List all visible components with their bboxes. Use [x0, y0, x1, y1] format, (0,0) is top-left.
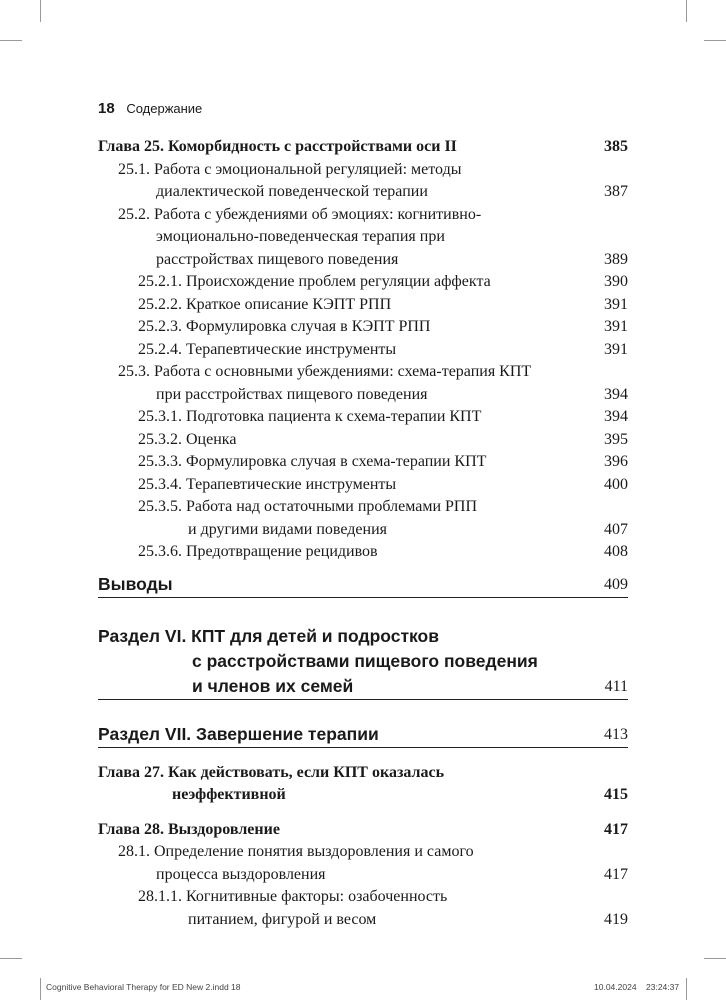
toc-entry-25-2-4	[138, 339, 628, 362]
toc-entry-title: 25.3.6. Предотвращение рецидивов	[138, 543, 378, 560]
toc-entry-25-3-6	[138, 541, 628, 564]
toc-page-number: 391	[604, 295, 628, 313]
page-number: 18	[98, 100, 115, 117]
toc-part-7	[98, 722, 628, 748]
toc-entry-25-3	[118, 361, 628, 406]
toc-conclusions	[98, 572, 628, 598]
toc-part-6	[98, 624, 628, 700]
toc-entry-title: 25.3.4. Терапевтические инструменты	[138, 475, 397, 493]
toc-entry-title: 25.3.3. Формулировка случая в схема-терапии КПТ	[138, 453, 487, 470]
toc-entry-title: 25.3.2. Оценка	[138, 430, 237, 448]
toc-page-number: 394	[604, 408, 628, 425]
toc-page-number: 413	[604, 725, 628, 743]
toc-entry-title: Выводы	[98, 573, 173, 594]
running-header-title: Содержание	[126, 101, 203, 116]
toc-entry-title-cont: при расстройствах пищевого поведения	[156, 385, 428, 403]
toc-page-number: 395	[604, 430, 628, 448]
toc-page-number: 407	[604, 520, 628, 538]
toc-entry-title: Глава 28. Выздоровление	[98, 820, 280, 838]
toc-page-number: 387	[604, 183, 628, 200]
toc-entry-25-2-2	[138, 294, 628, 317]
toc-page-number: 391	[604, 340, 628, 358]
toc-entry-25-3-3	[138, 451, 628, 474]
crop-mark	[704, 40, 726, 41]
toc-page-number: 394	[604, 385, 628, 403]
toc-page-number: 415	[604, 786, 628, 803]
toc-entry-title-cont: питанием, фигурой и весом	[188, 910, 377, 928]
toc-entry-title: 28.1. Определение понятия выздоровления и самого	[118, 843, 474, 860]
crop-mark	[0, 40, 22, 41]
toc-page-number: 409	[604, 575, 628, 593]
toc-entry-title-cont: процесса выздоровления	[156, 865, 326, 883]
toc-entry-title: Глава 25. Коморбидность с расстройствами оси II	[98, 138, 457, 155]
footer-file-slug: Cognitive Behavioral Therapy for ED New 2.indd 18	[46, 982, 241, 992]
toc-entry-title: 25.2.1. Происхождение проблем регуляции аффекта	[138, 273, 491, 290]
toc-entry-title: 25.2. Работа с убеждениями об эмоциях: когнитивно-	[118, 205, 482, 223]
toc-entry-25-3-4	[138, 474, 628, 497]
crop-mark	[40, 978, 41, 1000]
toc-entry-title: 25.2.4. Терапевтические инструменты	[138, 340, 397, 358]
crop-mark	[0, 958, 22, 959]
toc-page-number: 408	[604, 543, 628, 560]
toc-entry-title-cont: и другими видами поведения	[188, 520, 387, 538]
footer-date: 10.04.2024	[594, 982, 637, 992]
toc-entry-25-2-1	[138, 271, 628, 294]
toc-entry-title: 25.2.2. Краткое описание КЭПТ РПП	[138, 295, 392, 313]
toc-entry-25-3-1	[138, 406, 628, 429]
toc-entry-title-cont: и членов их семей	[192, 675, 354, 696]
toc-entry-25-3-5	[138, 496, 628, 541]
toc-page-number: 419	[604, 910, 628, 928]
toc-chapter-25	[98, 136, 628, 159]
toc-entry-title-cont: расстройствах пищевого поведения	[156, 250, 399, 268]
toc-page-number: 417	[604, 820, 628, 838]
toc-page-number: 400	[604, 475, 628, 493]
crop-mark	[704, 958, 726, 959]
toc-entry-title-cont: диалектической поведенческой терапии	[156, 183, 428, 200]
toc-entry-title-cont: эмоционально-поведенческая терапия при	[156, 228, 445, 245]
toc-entry-title: 25.1. Работа с эмоциональной регуляцией: методы	[118, 160, 462, 178]
toc-entry-title: Раздел VI. КПТ для детей и подростков	[98, 625, 439, 646]
crop-mark	[40, 0, 41, 22]
toc-page-number: 396	[604, 453, 628, 470]
crop-mark	[686, 978, 687, 1000]
toc-entry-title: 25.3.1. Подготовка пациента к схема-терапии КПТ	[138, 408, 482, 425]
toc-page-number: 390	[604, 273, 628, 290]
toc-chapter-27	[98, 762, 628, 807]
toc-entry-title-cont: с расстройствами пищевого поведения	[192, 650, 538, 671]
toc-entry-25-2-3	[138, 316, 628, 339]
toc-page-number: 389	[604, 250, 628, 268]
toc-entry-28-1-1	[138, 886, 628, 931]
toc-page-number: 411	[604, 677, 628, 695]
toc-page-number: 391	[604, 318, 628, 335]
toc-entry-title: Раздел VII. Завершение терапии	[98, 723, 379, 744]
toc-chapter-28	[98, 819, 628, 842]
toc-entry-title: 25.2.3. Формулировка случая в КЭПТ РПП	[138, 318, 431, 335]
table-of-contents	[98, 136, 628, 931]
toc-page-number: 385	[604, 138, 628, 155]
footer-time: 23:24:37	[646, 982, 680, 992]
toc-entry-title-cont: неэффективной	[172, 786, 286, 803]
running-header	[98, 100, 202, 117]
toc-entry-25-2	[118, 204, 628, 272]
toc-entry-28-1	[118, 841, 628, 886]
toc-entry-title: 25.3.5. Работа над остаточными проблемами РПП	[138, 498, 478, 515]
toc-entry-title: 28.1.1. Когнитивные факторы: озабоченность	[138, 888, 448, 905]
toc-page-number: 417	[604, 865, 628, 883]
toc-entry-title: Глава 27. Как действовать, если КПТ оказалась	[98, 763, 445, 781]
toc-entry-title: 25.3. Работа с основными убеждениями: схема-терапия КПТ	[118, 363, 532, 380]
crop-mark	[686, 0, 687, 22]
toc-entry-25-3-2	[138, 429, 628, 452]
toc-entry-25-1	[118, 159, 628, 204]
